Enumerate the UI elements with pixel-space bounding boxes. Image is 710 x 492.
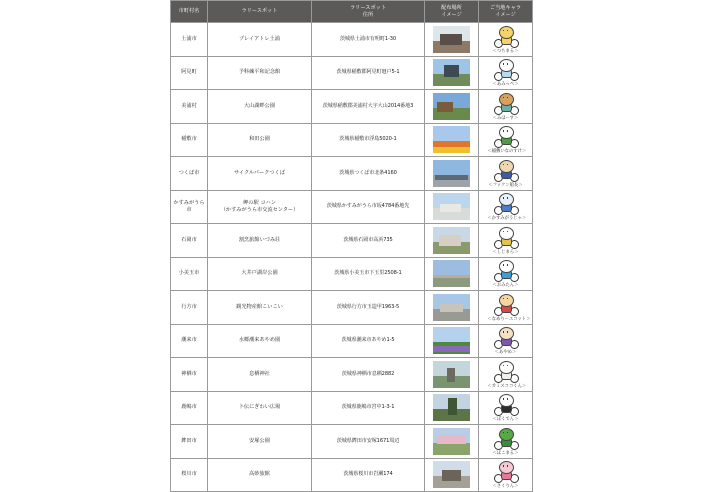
- city-cell: [171, 458, 208, 492]
- mascot-name: ＜ぼくでん＞: [492, 417, 519, 423]
- photo-sky: [433, 126, 470, 141]
- chara-cell: [479, 458, 533, 492]
- address-text: 茨城県稲敷郡阿見町廻戸5-1: [336, 69, 400, 76]
- rally-table-wrapper: [170, 0, 532, 492]
- mascot-illustration: [488, 427, 524, 456]
- address-cell: [312, 291, 425, 325]
- photo-cell: [425, 90, 479, 124]
- address-text: 茨城県潮来市あやめ1-5: [341, 337, 395, 344]
- spot-name: 大山湖畔公園: [243, 102, 276, 109]
- mascot-eye: [503, 331, 505, 333]
- spot-name: 息栖神社: [249, 370, 270, 377]
- mascot-name: ＜おみたん＞: [492, 283, 519, 289]
- mascot-head: [499, 193, 514, 206]
- city-cell: [171, 190, 208, 224]
- photo-subject: [437, 435, 467, 444]
- table-row: [171, 425, 533, 459]
- spot-cell: [208, 23, 312, 57]
- mascot-head: [499, 59, 514, 72]
- address-text: 茨城県鹿嶋市宮中1-3-1: [341, 404, 395, 411]
- spot-name: 安塚公園: [249, 437, 270, 444]
- mascot-head: [499, 126, 514, 139]
- address-cell: [312, 324, 425, 358]
- spot-name: サイクルパークつくば: [234, 169, 285, 176]
- place-photo: [433, 260, 470, 287]
- photo-subject: [437, 102, 454, 111]
- chara-cell: [479, 291, 533, 325]
- header-address-line2: 住所: [362, 11, 374, 18]
- table-row: [171, 224, 533, 258]
- mascot-illustration: [488, 25, 524, 54]
- spot-name: 割烹旅館いづみ荘: [238, 236, 281, 243]
- photo-subject: [444, 65, 459, 77]
- mascot-head: [499, 93, 514, 106]
- table-row: [171, 257, 533, 291]
- photo-subject: [448, 398, 457, 414]
- spot-cell: [208, 157, 312, 191]
- address-cell: [312, 358, 425, 392]
- address-text: 茨城県小美玉市下玉里2508-1: [334, 270, 402, 277]
- place-photo: [433, 428, 470, 455]
- place-photo: [433, 59, 470, 86]
- table-row: [171, 291, 533, 325]
- place-photo: [433, 126, 470, 153]
- address-cell: [312, 190, 425, 224]
- mascot-head: [499, 461, 514, 474]
- mascot-eye: [503, 264, 505, 266]
- mascot-name: ＜しじまろ＞: [492, 249, 519, 255]
- city-cell: [171, 23, 208, 57]
- mascot-illustration: [488, 92, 524, 121]
- city-name: かすみがうら市: [173, 199, 205, 213]
- place-photo: [433, 193, 470, 220]
- photo-subject: [440, 34, 462, 45]
- mascot-illustration: [488, 226, 524, 255]
- spot-name: プレイアトレ土浦: [239, 35, 280, 42]
- mascot-eye: [503, 197, 505, 199]
- city-cell: [171, 324, 208, 358]
- chara-cell: [479, 358, 533, 392]
- spot-cell: [208, 190, 312, 224]
- place-photo: [433, 361, 470, 388]
- mascot-eye: [507, 197, 509, 199]
- header-city-label: 市町村名: [178, 8, 200, 14]
- spot-name: 和田公園: [249, 136, 270, 143]
- mascot-eye: [507, 264, 509, 266]
- mascot-head: [499, 428, 514, 441]
- chara-cell: [479, 123, 533, 157]
- rally-spot-table: [170, 0, 533, 492]
- table-row: [171, 391, 533, 425]
- mascot-illustration: [487, 125, 527, 155]
- spot-name: 大井戸湖岸公園: [241, 270, 278, 277]
- city-cell: [171, 391, 208, 425]
- mascot-name: ＜ほこまる＞: [492, 450, 519, 456]
- table-body: [171, 23, 533, 492]
- spot-cell: [208, 425, 312, 459]
- mascot-illustration: [488, 58, 524, 87]
- mascot-head: [499, 260, 514, 273]
- table-row: [171, 23, 533, 57]
- table-row: [171, 123, 533, 157]
- photo-sky: [433, 260, 470, 275]
- mascot-eye: [507, 130, 509, 132]
- chara-cell: [479, 90, 533, 124]
- address-text: 茨城県神栖市息栖2882: [341, 370, 395, 377]
- address-text: 茨城県稲敷市浮島5020-1: [339, 136, 397, 143]
- mascot-illustration: [488, 393, 524, 422]
- photo-subject: [435, 175, 468, 180]
- mascot-eye: [507, 465, 509, 467]
- photo-subject: [433, 275, 470, 278]
- mascot-name: ＜つちまる＞: [492, 48, 519, 54]
- header-address: [312, 1, 425, 23]
- spot-cell: [208, 358, 312, 392]
- city-name: 美浦村: [181, 102, 197, 109]
- photo-cell: [425, 458, 479, 492]
- address-cell: [312, 56, 425, 90]
- city-name: 阿見町: [181, 69, 197, 76]
- mascot-eye: [503, 465, 505, 467]
- spot-cell: [208, 257, 312, 291]
- city-cell: [171, 291, 208, 325]
- table-row: [171, 358, 533, 392]
- table-row: [171, 458, 533, 492]
- mascot-head: [499, 361, 514, 374]
- mascot-head: [499, 26, 514, 39]
- photo-ground: [433, 443, 470, 455]
- address-text: 茨城県土浦市有明町1-30: [339, 35, 397, 42]
- city-cell: [171, 425, 208, 459]
- place-photo: [433, 461, 470, 488]
- place-photo: [433, 294, 470, 321]
- place-photo: [433, 227, 470, 254]
- photo-subject: [440, 204, 460, 212]
- address-text: 茨城県稲敷郡美浦村大字大山2014番地3: [322, 102, 414, 109]
- table-row: [171, 56, 533, 90]
- photo-subject: [442, 470, 461, 481]
- header-spot: [208, 1, 312, 23]
- mascot-illustration: [488, 460, 524, 489]
- city-name: 潮来市: [181, 337, 197, 344]
- mascot-head: [499, 160, 514, 173]
- spot-cell: [208, 224, 312, 258]
- photo-cell: [425, 23, 479, 57]
- chara-cell: [479, 157, 533, 191]
- city-name: 神栖市: [181, 370, 197, 377]
- photo-cell: [425, 157, 479, 191]
- city-cell: [171, 224, 208, 258]
- city-name: 行方市: [181, 303, 197, 310]
- mascot-name: ＜あやめ＞: [494, 350, 517, 356]
- spot-name: 水郷潮来あやめ園: [238, 337, 281, 344]
- mascot-illustration: [487, 192, 527, 222]
- spot-cell: [208, 291, 312, 325]
- photo-subject: [440, 304, 462, 312]
- header-spot-label: ラリースポット: [241, 8, 278, 14]
- mascot-head: [499, 227, 514, 240]
- header-address-line1: ラリースポット: [349, 4, 387, 11]
- mascot-illustration: [488, 159, 524, 188]
- address-cell: [312, 425, 425, 459]
- mascot-name: ＜かすみがうじゃ＞: [487, 216, 527, 222]
- address-cell: [312, 458, 425, 492]
- city-name: 鉾田市: [181, 437, 197, 444]
- address-text: 茨城県かすみがうら市坂4784番地先: [326, 203, 410, 210]
- address-cell: [312, 157, 425, 191]
- mascot-illustration: [487, 360, 527, 389]
- place-photo: [433, 327, 470, 354]
- spot-cell: [208, 324, 312, 358]
- address-text: 茨城県桜川市岩瀬174: [343, 471, 393, 478]
- spot-name-line: （かすみがうら市交流センター）: [220, 206, 299, 213]
- photo-cell: [425, 56, 479, 90]
- spot-name: 観光物産館こいこい: [236, 303, 283, 310]
- header-place-line1: 配布場所: [441, 4, 462, 11]
- chara-cell: [479, 190, 533, 224]
- table-row: [171, 324, 533, 358]
- city-cell: [171, 358, 208, 392]
- city-name: 鹿嶋市: [181, 404, 197, 411]
- mascot-name: ＜さくりん＞: [492, 484, 519, 490]
- city-name: 土浦市: [181, 35, 197, 42]
- mascot-illustration: [488, 326, 524, 355]
- mascot-name: ＜みほーす＞: [492, 115, 519, 121]
- mascot-illustration: [488, 259, 524, 288]
- place-photo: [433, 93, 470, 120]
- spot-name: 高砂旅館: [249, 471, 270, 478]
- spot-cell: [208, 123, 312, 157]
- city-cell: [171, 90, 208, 124]
- chara-cell: [479, 257, 533, 291]
- photo-cell: [425, 123, 479, 157]
- city-name: つくば市: [178, 169, 200, 176]
- address-cell: [312, 23, 425, 57]
- spot-cell: [208, 458, 312, 492]
- spot-name: 卜伝にぎわい広場: [238, 404, 281, 411]
- header-city: [171, 1, 208, 23]
- place-photo: [433, 394, 470, 421]
- photo-sky: [433, 327, 470, 342]
- city-cell: [171, 123, 208, 157]
- address-text: 茨城県鉾田市安塚1671周辺: [336, 437, 400, 444]
- table-row: [171, 190, 533, 224]
- header-chara-line1: ご当地キャラ: [489, 4, 522, 11]
- photo-cell: [425, 190, 479, 224]
- place-photo: [433, 160, 470, 187]
- table-row: [171, 90, 533, 124]
- mascot-eye: [503, 63, 505, 65]
- photo-subject: [433, 346, 470, 351]
- photo-cell: [425, 291, 479, 325]
- address-cell: [312, 257, 425, 291]
- table-header-row: [171, 1, 533, 23]
- spot-cell: [208, 56, 312, 90]
- chara-cell: [479, 425, 533, 459]
- photo-cell: [425, 391, 479, 425]
- address-text: 茨城県つくば市北条4160: [339, 169, 397, 176]
- chara-cell: [479, 23, 533, 57]
- mascot-eye: [507, 398, 509, 400]
- mascot-illustration: [487, 293, 531, 322]
- city-cell: [171, 157, 208, 191]
- photo-cell: [425, 358, 479, 392]
- header-place-line2: イメージ: [441, 11, 462, 18]
- address-cell: [312, 123, 425, 157]
- photo-cell: [425, 425, 479, 459]
- header-chara: [479, 1, 533, 23]
- address-text: 茨城県行方市玉造甲1963-5: [336, 303, 400, 310]
- address-cell: [312, 90, 425, 124]
- mascot-eye: [507, 63, 509, 65]
- photo-cell: [425, 257, 479, 291]
- spot-name-line: 岬の駅 コハン: [243, 199, 276, 206]
- mascot-eye: [503, 130, 505, 132]
- mascot-name: ＜なめりーエコット＞: [487, 316, 531, 322]
- chara-cell: [479, 56, 533, 90]
- place-photo: [433, 26, 470, 53]
- address-cell: [312, 391, 425, 425]
- city-cell: [171, 257, 208, 291]
- mascot-name: ＜あみっぺ＞: [492, 82, 519, 88]
- mascot-head: [499, 327, 514, 340]
- chara-cell: [479, 391, 533, 425]
- mascot-head: [499, 294, 514, 307]
- mascot-eye: [503, 398, 505, 400]
- mascot-name: ＜稲敷いなのすけ＞: [487, 149, 527, 155]
- mascot-name: ＜カミスココくん＞: [487, 383, 527, 389]
- photo-cell: [425, 224, 479, 258]
- address-text: 茨城県石岡市高浜735: [343, 236, 393, 243]
- photo-subject: [447, 368, 455, 383]
- city-name: 桜川市: [181, 471, 197, 478]
- city-name: 稲敷市: [181, 136, 197, 143]
- city-cell: [171, 56, 208, 90]
- header-place: [425, 1, 479, 23]
- mascot-head: [499, 394, 514, 407]
- mascot-eye: [507, 331, 509, 333]
- chara-cell: [479, 224, 533, 258]
- photo-subject: [439, 235, 461, 245]
- photo-subject: [433, 147, 470, 153]
- spot-cell: [208, 391, 312, 425]
- table-row: [171, 157, 533, 191]
- city-name: 石岡市: [181, 236, 197, 243]
- mascot-name: ＜フックン船長＞: [488, 182, 523, 188]
- spot-cell: [208, 90, 312, 124]
- spot-name: 予科練平和記念館: [238, 69, 281, 76]
- photo-cell: [425, 324, 479, 358]
- photo-sky: [433, 160, 470, 175]
- header-chara-line2: イメージ: [495, 11, 516, 18]
- city-name: 小美玉市: [178, 270, 200, 277]
- address-cell: [312, 224, 425, 258]
- chara-cell: [479, 324, 533, 358]
